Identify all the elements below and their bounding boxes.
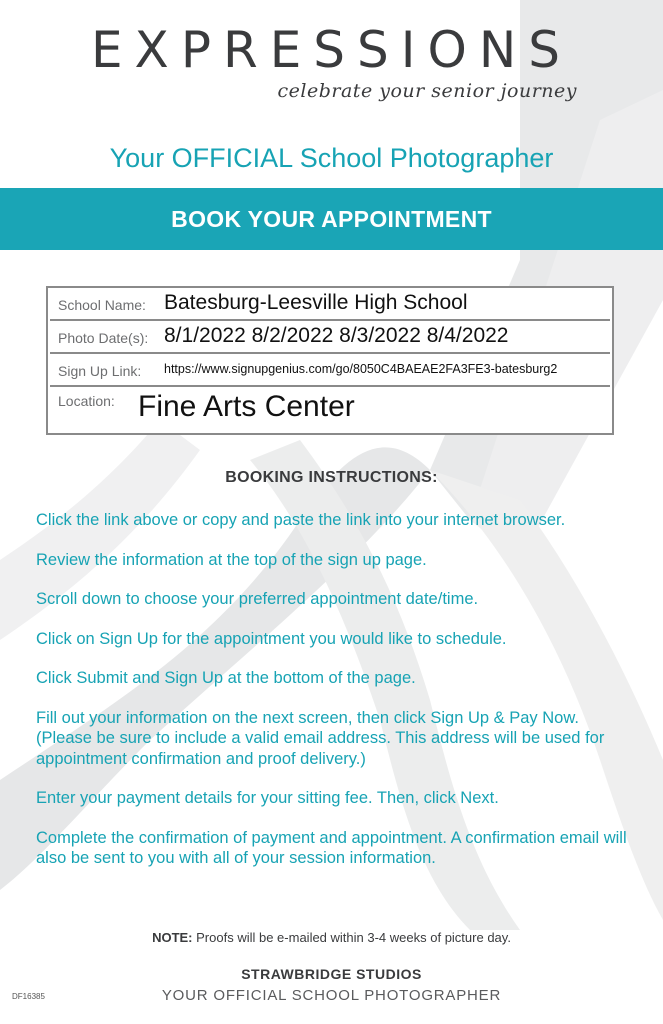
instruction-step: Complete the confirmation of payment and appointment. A confirmation email will also be sent to you with all of your session information. xyxy=(36,828,627,867)
photo-dates-label: Photo Date(s): xyxy=(58,330,149,346)
instruction-step: Fill out your information on the next screen, then click Sign Up & Pay Now. (Please be sure to include a valid email address. This address will be used for appointment confirmation and proof delivery.) xyxy=(36,708,605,768)
school-name-row xyxy=(50,288,610,321)
proofs-note xyxy=(0,930,663,945)
booking-instructions-heading: BOOKING INSTRUCTIONS: xyxy=(225,469,438,486)
school-name-value: Batesburg-Leesville High School xyxy=(164,291,468,314)
sign-up-link-url[interactable]: https://www.signupgenius.com/go/8050C4BAEAE2FA3FE3-batesburg2 xyxy=(164,362,558,376)
location-value: Fine Arts Center xyxy=(138,390,355,423)
photo-dates-row xyxy=(50,321,610,354)
note-label: NOTE: xyxy=(152,930,193,945)
location-row xyxy=(50,387,610,433)
brand-tagline: celebrate your senior journey xyxy=(277,80,577,102)
location-label: Location: xyxy=(58,393,115,409)
photo-dates-value: 8/1/2022 8/2/2022 8/3/2022 8/4/2022 xyxy=(164,324,509,347)
school-name-label: School Name: xyxy=(58,297,146,313)
instruction-step: Click the link above or copy and paste the link into your internet browser. xyxy=(36,511,566,529)
instruction-step: Click on Sign Up for the appointment you would like to schedule. xyxy=(36,629,507,648)
appointment-info-box xyxy=(46,286,614,435)
official-photographer-title: Your OFFICIAL School Photographer xyxy=(109,143,554,173)
instruction-step: Enter your payment details for your sitting fee. Then, click Next. xyxy=(36,789,499,807)
book-appointment-banner: BOOK YOUR APPOINTMENT xyxy=(0,188,663,250)
instruction-step: Review the information at the top of the sign up page. xyxy=(36,550,427,569)
studio-name: STRAWBRIDGE STUDIOS xyxy=(241,966,422,982)
sign-up-link-row xyxy=(50,354,610,387)
document-code: DF16385 xyxy=(12,992,45,1001)
instruction-step: Click Submit and Sign Up at the bottom of the page. xyxy=(36,669,416,687)
instruction-step: Scroll down to choose your preferred appointment date/time. xyxy=(36,590,479,608)
note-text: Proofs will be e-mailed within 3-4 weeks of picture day. xyxy=(196,930,511,945)
sign-up-link-label: Sign Up Link: xyxy=(58,363,142,379)
booking-instructions-list xyxy=(36,510,636,888)
brand-logo-text: EXPRESSIONS xyxy=(90,21,573,79)
studio-subtitle: YOUR OFFICIAL SCHOOL PHOTOGRAPHER xyxy=(161,987,502,1004)
